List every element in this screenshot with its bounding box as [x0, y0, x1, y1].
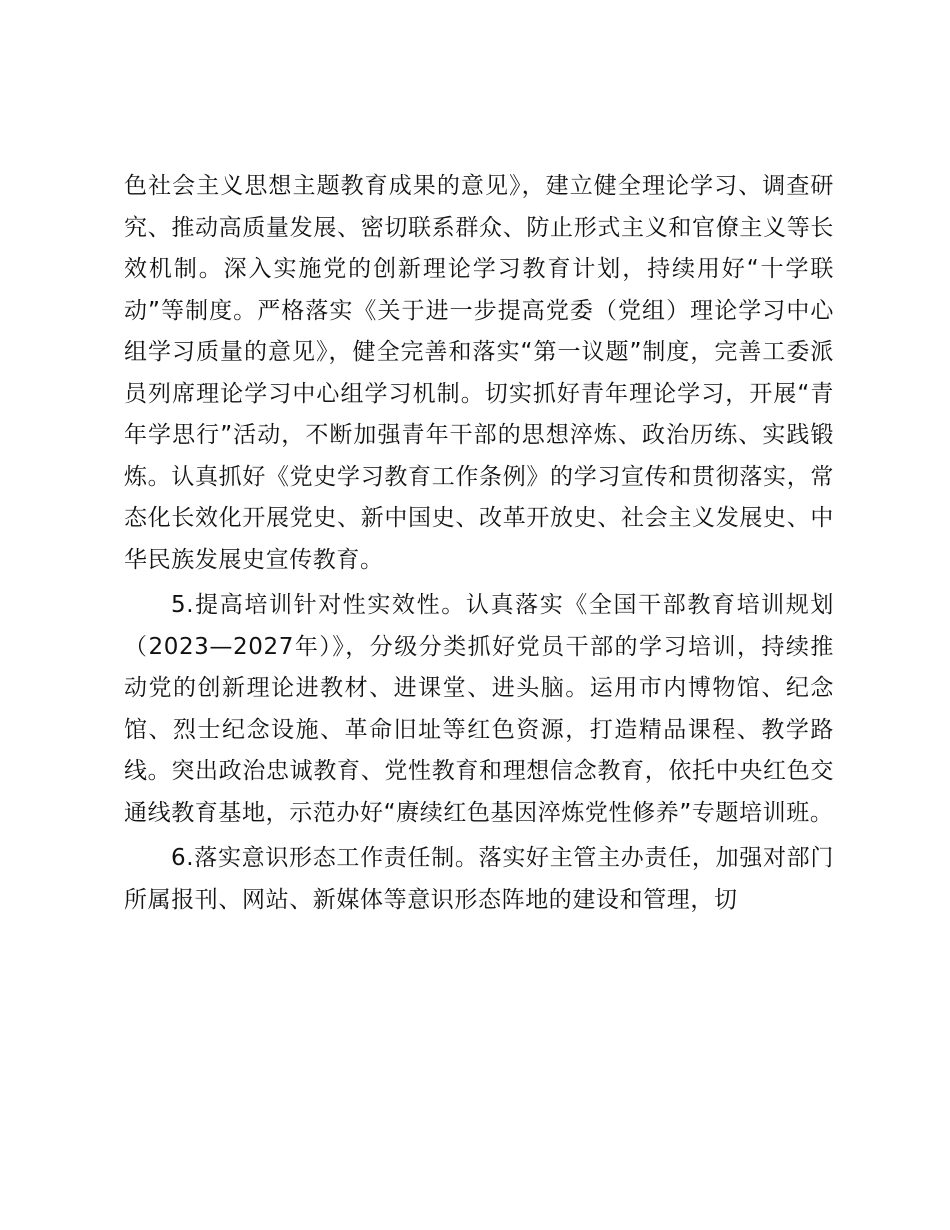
paragraph-training: 5.提高培训针对性实效性。认真落实《全国干部教育培训规划（2023—2027年）》，分级分类抓好党员干部的学习培训，持续推动党的创新理论进教材、进课堂、进头脑。运用市内博物馆、纪念馆、烈士纪念设施、革命旧址等红色资源，打造精品课程、教学路线。突出政治忠诚教育、党性教育和理想信念教育，依托中央红色交通线教育基地，示范办好“赓续红色基因淬炼党性修养”专题培训班。 [124, 592, 834, 826]
paragraph-ideology: 6.落实意识形态工作责任制。落实好主管主办责任，加强对部门所属报刊、网站、新媒体等意识形态阵地的建设和管理，切 [124, 845, 834, 913]
paragraph-continuation: 色社会主义思想主题教育成果的意见》，建立健全理论学习、调查研究、推动高质量发展、密切联系群众、防止形式主义和官僚主义等长效机制。深入实施党的创新理论学习教育计划，持续用好“十学联动”等制度。严格落实《关于进一步提高党委（党组）理论学习中心组学习质量的意见》，健全完善和落实“第一议题”制度，完善工委派员列席理论学习中心组学习机制。切实抓好青年理论学习，开展“青年学思行”活动，不断加强青年干部的思想淬炼、政治历练、实践锻炼。认真抓好《党史学习教育工作条例》的学习宣传和贯彻落实，常态化长效化开展党史、新中国史、改革开放史、社会主义发展史、中华民族发展史宣传教育。 [124, 173, 834, 573]
document-body [124, 166, 834, 921]
